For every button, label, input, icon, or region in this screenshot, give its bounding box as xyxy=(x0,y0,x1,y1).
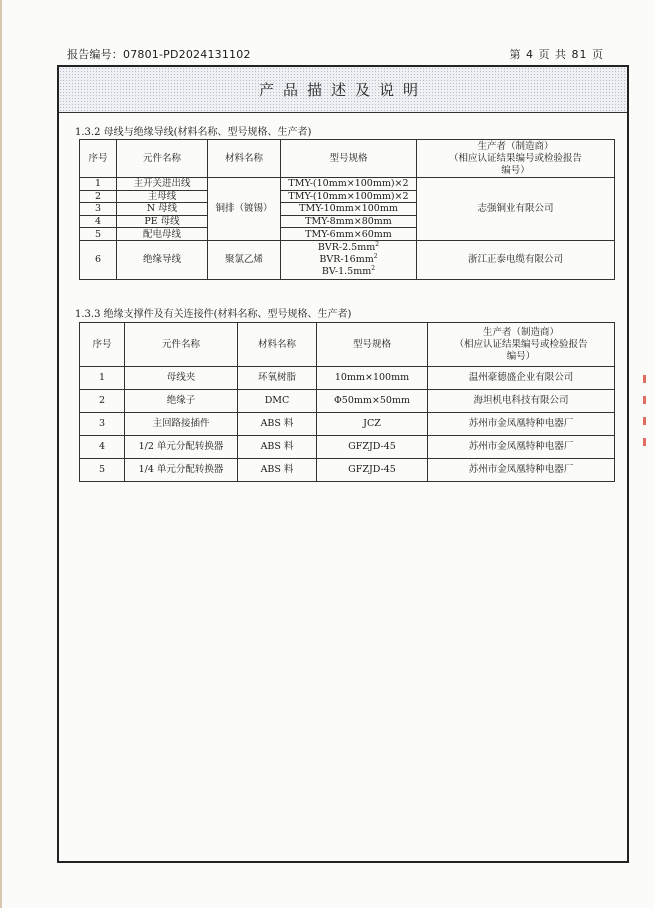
producer-header-line: （相应认证结果编号或检验报告 xyxy=(454,338,588,350)
cell-material: ABS 料 xyxy=(238,459,317,482)
producer-header-line: （相应认证结果编号或检验报告 xyxy=(448,152,582,164)
cell-no: 5 xyxy=(80,228,117,241)
cell-no: 3 xyxy=(80,203,117,216)
table-row xyxy=(80,240,615,279)
producer-header-line: 编号） xyxy=(506,350,536,362)
cell-model: TMY-6mm×60mm xyxy=(281,228,417,241)
insulation-table xyxy=(79,322,615,482)
cell-no: 4 xyxy=(80,436,125,459)
col-header-material: 材料名称 xyxy=(208,140,281,178)
table-header-row xyxy=(80,140,615,178)
col-header-producer xyxy=(417,140,615,178)
cell-component: 配电母线 xyxy=(117,228,208,241)
table-row xyxy=(80,436,615,459)
col-header-component: 元件名称 xyxy=(117,140,208,178)
col-header-material: 材料名称 xyxy=(238,323,317,367)
cell-producer: 苏州市金凤凰特种电器厂 xyxy=(428,436,615,459)
cell-material: ABS 料 xyxy=(238,413,317,436)
producer-header-line: 编号） xyxy=(501,164,530,176)
cell-model: TMY-8mm×80mm xyxy=(281,215,417,228)
col-header-model: 型号规格 xyxy=(317,323,428,367)
cell-component: 1/2 单元分配转换器 xyxy=(125,436,238,459)
cell-producer-copper: 志强铜业有限公司 xyxy=(417,178,615,241)
col-header-no: 序号 xyxy=(80,323,125,367)
cell-model: TMY-(10mm×100mm)×2 xyxy=(281,178,417,191)
cell-no: 4 xyxy=(80,215,117,228)
cell-model: 10mm×100mm xyxy=(317,367,428,390)
col-header-producer xyxy=(428,323,615,367)
cell-model: TMY-10mm×100mm xyxy=(281,203,417,216)
cell-model: TMY-(10mm×100mm)×2 xyxy=(281,190,417,203)
busbar-table xyxy=(79,139,615,280)
cell-component: 绝缘导线 xyxy=(117,240,208,279)
cell-material: 聚氯乙烯 xyxy=(208,240,281,279)
cell-component: 主母线 xyxy=(117,190,208,203)
cell-model: GFZJD-45 xyxy=(317,436,428,459)
report-number: 报告编号：07801-PD2024131102 xyxy=(67,48,251,61)
cell-producer: 温州豪德盛企业有限公司 xyxy=(428,367,615,390)
cell-component: N 母线 xyxy=(117,203,208,216)
cell-component: 绝缘子 xyxy=(125,390,238,413)
cell-producer: 海坦机电科技有限公司 xyxy=(428,390,615,413)
cell-component: 主回路接插件 xyxy=(125,413,238,436)
title-band xyxy=(59,67,627,113)
cell-model: Φ50mm×50mm xyxy=(317,390,428,413)
wire-spec: BVR-$2.5mm^2$ xyxy=(317,240,380,253)
cell-no: 1 xyxy=(80,178,117,191)
cell-model-wire xyxy=(281,240,417,279)
cell-component: 1/4 单元分配转换器 xyxy=(125,459,238,482)
cell-material: ABS 料 xyxy=(238,436,317,459)
col-header-component: 元件名称 xyxy=(125,323,238,367)
table-header-row xyxy=(80,323,615,367)
cell-no: 5 xyxy=(80,459,125,482)
cell-producer: 苏州市金凤凰特种电器厂 xyxy=(428,413,615,436)
section-heading-insulation: 1.3.3 绝缘支撑件及有关连接件(材料名称、型号规格、生产者) xyxy=(75,309,352,320)
table-row xyxy=(80,390,615,413)
table-row xyxy=(80,459,615,482)
producer-header-line: 生产者（制造商） xyxy=(482,326,559,338)
cell-component: PE 母线 xyxy=(117,215,208,228)
page-number: 第 4 页 共 81 页 xyxy=(509,48,604,61)
section-heading-busbar: 1.3.2 母线与绝缘导线(材料名称、型号规格、生产者) xyxy=(75,127,312,138)
cell-no: 2 xyxy=(80,390,125,413)
cell-material: 环氧树脂 xyxy=(238,367,317,390)
table-row xyxy=(80,413,615,436)
cell-no: 6 xyxy=(80,240,117,279)
cell-component: 主开关进出线 xyxy=(117,178,208,191)
cell-model: JCZ xyxy=(317,413,428,436)
cell-producer: 苏州市金凤凰特种电器厂 xyxy=(428,459,615,482)
cell-no: 2 xyxy=(80,190,117,203)
cell-model: GFZJD-45 xyxy=(317,459,428,482)
table-row xyxy=(80,367,615,390)
wire-spec: $BV-1.5mm^2$ xyxy=(321,264,376,277)
page-edge xyxy=(0,0,2,908)
col-header-model: 型号规格 xyxy=(281,140,417,178)
cell-producer: 浙江正泰电缆有限公司 xyxy=(417,240,615,279)
wire-spec: BVR-$16mm^2$ xyxy=(319,252,378,265)
cell-material: DMC xyxy=(238,390,317,413)
col-header-no: 序号 xyxy=(80,140,117,178)
producer-header-line: 生产者（制造商） xyxy=(477,140,554,152)
cell-no: 3 xyxy=(80,413,125,436)
cell-no: 1 xyxy=(80,367,125,390)
table-row xyxy=(80,178,615,191)
seal-edge-marks xyxy=(643,375,647,450)
cell-component: 母线夹 xyxy=(125,367,238,390)
cell-material-copper: 铜排（镀锡） xyxy=(208,178,281,241)
page-title: 产品描述及说明 xyxy=(258,81,427,99)
